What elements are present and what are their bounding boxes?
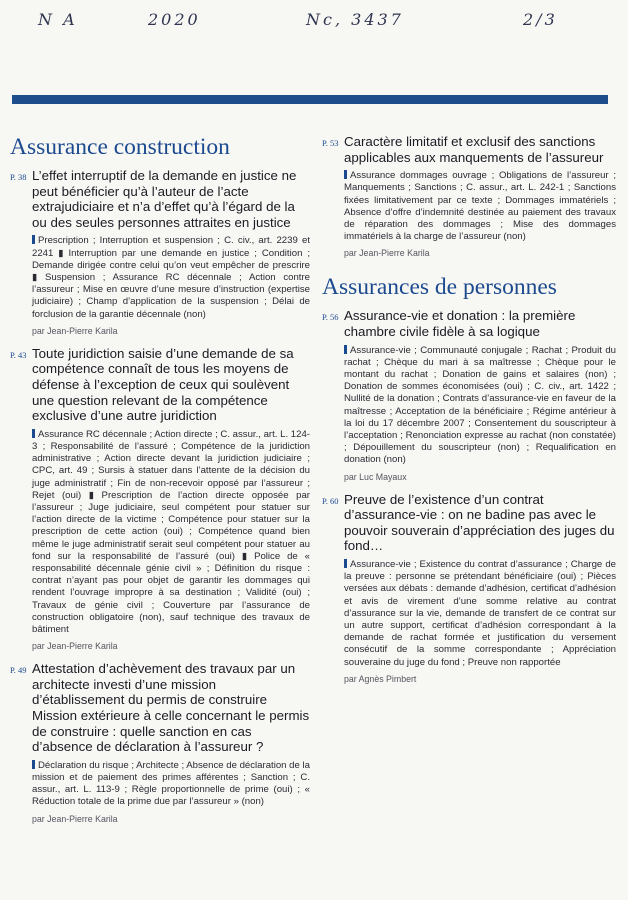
section-title-personnes: Assurances de personnes: [322, 274, 557, 301]
handwritten-ref: N A: [38, 10, 78, 29]
article-p49: [10, 661, 310, 823]
keywords-text: Déclaration du risque ; Architecte ; Absence de déclaration de la mission et de paiement des primes afférentes ; Sanction ; C. assur., art. L. 113-9 ; Règle proportionnelle de prime (oui) ; « Réduction totale de la prime due par l’assureur » (non): [32, 759, 310, 808]
handwritten-page: 2/3: [523, 10, 558, 29]
bullet-marker: [344, 559, 347, 568]
article-author: par Jean-Pierre Karila: [32, 641, 118, 652]
article-p43: [10, 346, 310, 651]
article-title[interactable]: Assurance-vie et donation : la première chambre civile fidèle à sa logique: [344, 308, 576, 339]
article-title[interactable]: Preuve de l’existence d’un contrat d’assurance-vie : on ne badine pas avec le pouvoir souverain d’appréciation des juges du fond…: [344, 491, 615, 554]
article-title[interactable]: Toute juridiction saisie d’une demande de sa compétence connaît de tous les moyens de défense à l’exception de ceux qui soulèvent une question relevant de la compétence exclusive d’une autre juridiction: [32, 345, 294, 424]
article-keywords: [344, 559, 616, 669]
article-author: par Jean-Pierre Karila: [32, 813, 118, 824]
article-title[interactable]: Caractère limitatif et exclusif des sanctions applicables aux manquements de l’assureur: [344, 134, 604, 165]
page-ref[interactable]: P. 53: [322, 138, 339, 148]
page-ref[interactable]: P. 43: [10, 349, 27, 360]
bullet-marker: [32, 235, 35, 244]
article-keywords: [32, 429, 310, 636]
keywords-text: Prescription ; Interruption et suspension ; C. civ., art. 2239 et 2241 ▮ Interruption par une demande en justice ; Condition ; Demande dirigée contre celui qu’on veut empêcher de prescrire ▮ Suspension ; Assurance RC décennale ; Action contre l’assureur ; Mise en œuvre d’une mesure d’instruction (expertise judiciaire) ; Champ d’application de la suspension ; Délai de forclusion de la garantie décennale (non): [32, 235, 310, 320]
article-keywords: [344, 345, 616, 467]
article-p60: [322, 492, 616, 684]
section-title-construction: Assurance construction: [10, 134, 230, 160]
bullet-marker: [344, 345, 347, 354]
article-keywords: [32, 760, 310, 809]
column-right: [322, 124, 616, 694]
bullet-marker: [32, 760, 35, 769]
handwritten-number: Nc, 3437: [306, 10, 404, 29]
page-ref[interactable]: P. 56: [322, 312, 339, 323]
bullet-marker: [344, 170, 347, 179]
article-author: par Luc Mayaux: [344, 471, 407, 482]
article-keywords: [32, 235, 310, 320]
page-ref[interactable]: P. 60: [322, 495, 339, 506]
article-title[interactable]: Attestation d’achèvement des travaux par un architecte investi d’une mission d’établissement du permis de construire Mission extérieure à celle concernant le permis de construire : quelle sanction en cas d’absence de déclaration à l’assureur ?: [32, 661, 310, 755]
page-ref[interactable]: P. 49: [10, 665, 27, 676]
keywords-text: Assurance-vie ; Communauté conjugale ; Rachat ; Produit du rachat ; Chèque du mari à sa maîtresse ; Chèque pour le montant du rachat ; Donation de gains et salaires (non) ; Donation de sommes économisées (oui) ; C. civ., art. 1422 ; Nullité de la donation ; Contrats d’assurance-vie en faveur de la maîtresse ; Acceptation de la bénéficiaire ; Régime antérieur à la loi du 17 décembre 2007 ; Consentement du souscripteur à l’acceptation ; Renonciation expresse au rachat (non constatée) ; Dépouillement du souscripteur (non) ; Requalification en donation (non): [344, 344, 616, 466]
keywords-text: Assurance dommages ouvrage ; Obligations de l’assureur ; Manquements ; Sanctions ; C. assur., art. L. 242-1 ; Sanctions fixées limitativement par ce texte ; Dommages immatériels ; Absence d’offre d’indemnité destinée au paiement des travaux de réparation des dommages ; Mise des dommages immatériels à la charge de l’assureur (non): [344, 170, 616, 243]
header-rule: [12, 95, 608, 104]
article-p38: [10, 168, 310, 336]
article-p56: [322, 308, 616, 481]
column-left: [10, 124, 310, 834]
article-title[interactable]: L’effet interruptif de la demande en justice ne peut bénéficier qu’à l’auteur de l’acte extrajudiciaire et n’a d’effet qu’à l’égard de la ou des seules personnes attraites en justice: [32, 168, 297, 230]
handwritten-year: 2020: [148, 10, 201, 29]
keywords-text: Assurance-vie ; Existence du contrat d’assurance ; Charge de la preuve : personne se prétendant bénéficiaire (oui) ; Pièces versées aux débats : demande d’adhésion, certificat d’adhésion et avis de virement d’une somme relative au contrat d’assurance sur la vie, demande de transfert de ce contrat sur un autre support, certificat d’adhésion correspondant à la demande de rachat formée et justification du versement consécutif de la somme correspondante ; Appréciation souveraine du juge du fond ; Preuve non rapportée: [344, 559, 616, 668]
article-author: par Jean-Pierre Karila: [32, 325, 118, 336]
page-ref[interactable]: P. 38: [10, 172, 27, 182]
article-keywords: [344, 170, 616, 243]
keywords-text: Assurance RC décennale ; Action directe ; C. assur., art. L. 124-3 ; Responsabilité de l’assuré ; Compétence de la juridiction administrative ; Action directe devant la juridiction judiciaire ; CPC, art. 49 ; Sursis à statuer dans l’attente de la décision du juge administratif ; Fin de non-recevoir opposé par l’assureur ; Rejet (oui) ▮ Prescription de l’action directe opposée par l’assureur ; Juge judiciaire, seul compétent pour statuer sur l’action directe de la victime ; Compétence pour statuer sur la prescription de cette action (oui) ; Compétence quand bien même le juge administratif serait seul compétent pour statuer au fond sur la responsabilité de l’assuré (oui) ▮ Police de « responsabilité décennale génie civil » ; Définition du risque : contrat n’ayant pas pour objet de garantir les dommages qui rendent l’ouvrage impropre à sa destination ; Validité (oui) ; Travaux de génie civil ; Couverture par l’assurance de construction obligatoire (non), sauf technique des travaux de bâtiment: [32, 428, 310, 636]
bullet-marker: [32, 429, 35, 438]
article-author: par Agnès Pimbert: [344, 673, 417, 684]
article-p53: [322, 134, 616, 258]
article-author: par Jean-Pierre Karila: [344, 248, 430, 259]
handwritten-annotations: [0, 6, 628, 36]
